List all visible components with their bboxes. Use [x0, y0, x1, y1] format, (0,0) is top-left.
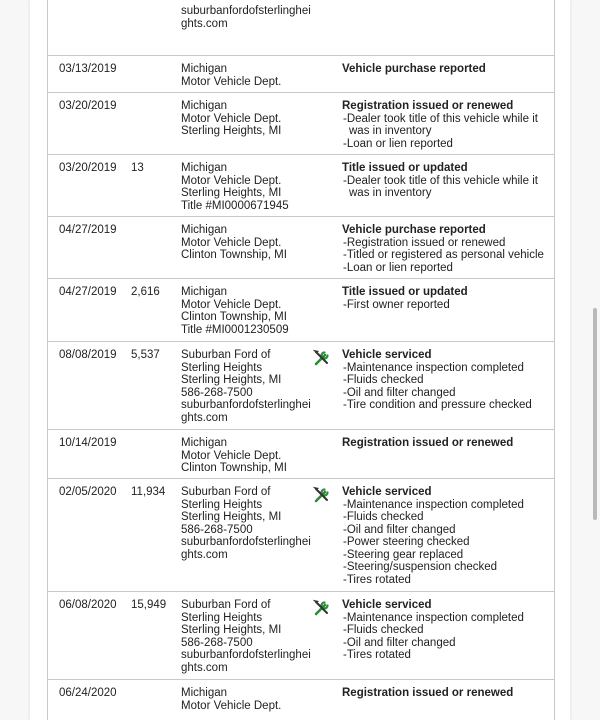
wrench-screwdriver-icon [312, 348, 332, 368]
source-line: Motor Vehicle Dept. [181, 75, 282, 88]
record-details [342, 100, 547, 150]
record-source [181, 599, 316, 674]
history-row [48, 592, 554, 680]
source-line: Sterling Heights, MI [181, 511, 282, 523]
record-source [181, 63, 316, 88]
record-detail-item: -Maintenance inspection completed [343, 611, 524, 624]
record-source [181, 100, 316, 138]
scrollbar-thumb[interactable] [593, 308, 597, 520]
source-line: Michigan [181, 162, 228, 174]
record-details [342, 162, 547, 200]
source-line: Motor Vehicle Dept. [181, 699, 282, 712]
source-line: Clinton Township, MI [181, 311, 287, 323]
record-detail-item: -Maintenance inspection completed [343, 498, 524, 511]
source-line: Michigan [181, 100, 228, 112]
record-detail-list [342, 237, 547, 275]
record-source [181, 224, 316, 262]
record-details [342, 63, 547, 76]
record-detail-item: -Tires rotated [343, 649, 411, 661]
record-detail-item: -Power steering checked [343, 536, 470, 548]
history-row [48, 0, 554, 56]
source-line: Sterling Heights, MI [181, 624, 282, 636]
history-row [48, 430, 554, 479]
record-source [181, 349, 316, 424]
history-row [48, 155, 554, 217]
record-detail-item: -Fluids checked [343, 374, 424, 386]
record-mileage: 5,537 [131, 349, 160, 361]
record-mileage: 15,949 [131, 599, 167, 611]
record-detail-item: -Oil and filter changed [343, 636, 456, 649]
source-line: 586-268-7500 [181, 523, 253, 536]
source-line: suburbanfordofsterlinghei [181, 399, 311, 411]
source-line: suburbanfordofsterlinghei [181, 5, 311, 17]
record-detail-list [342, 113, 547, 151]
source-line: Sterling Heights, MI [181, 374, 282, 386]
record-date: 02/05/2020 [59, 486, 117, 498]
source-line: Clinton Township, MI [181, 249, 287, 261]
record-event-title: Vehicle serviced [342, 349, 432, 361]
record-detail-item: -Loan or lien reported [343, 261, 453, 274]
record-detail-item: -Tire condition and pressure checked [343, 399, 532, 411]
source-line: Michigan [181, 224, 228, 236]
source-line: ghts.com [181, 548, 228, 561]
record-date: 03/20/2019 [59, 162, 117, 174]
record-detail-item: -Dealer took title of this vehicle while it was in inventory [343, 174, 538, 199]
source-line: Sterling Heights, MI [181, 125, 282, 137]
history-row [48, 279, 554, 342]
history-row [48, 479, 554, 592]
record-detail-item: -Loan or lien reported [343, 137, 453, 150]
record-detail-item: -Steering/suspension checked [343, 561, 498, 573]
record-event-title: Vehicle serviced [342, 599, 432, 611]
history-row [48, 680, 554, 720]
source-line: Title #MI0001230509 [181, 323, 289, 336]
record-mileage: 13 [131, 162, 144, 174]
record-date: 03/20/2019 [59, 100, 117, 112]
source-line: ghts.com [181, 17, 228, 30]
source-line: ghts.com [181, 661, 228, 674]
source-line: Sterling Heights [181, 498, 263, 511]
source-line: Motor Vehicle Dept. [181, 298, 282, 311]
source-line: Sterling Heights [181, 611, 263, 624]
record-details [342, 437, 547, 450]
record-detail-item: -Tires rotated [343, 573, 411, 586]
source-line: suburbanfordofsterlinghei [181, 649, 311, 661]
record-date: 04/27/2019 [59, 286, 117, 298]
record-details [342, 486, 547, 586]
record-detail-list [342, 362, 547, 412]
source-line: ghts.com [181, 411, 228, 424]
record-details [342, 687, 547, 700]
record-event-title: Registration issued or renewed [342, 687, 514, 699]
source-line: Motor Vehicle Dept. [181, 112, 282, 125]
source-line: Suburban Ford of [181, 599, 271, 611]
record-source [181, 437, 316, 475]
record-detail-list [342, 612, 547, 662]
record-mileage: 11,934 [131, 486, 166, 498]
record-date: 06/08/2020 [59, 599, 117, 611]
record-detail-item: -Fluids checked [343, 511, 424, 523]
record-date: 08/08/2019 [59, 349, 117, 361]
source-line: Motor Vehicle Dept. [181, 236, 282, 249]
record-source [181, 486, 316, 561]
source-line: Michigan [181, 437, 228, 449]
record-event-title: Vehicle purchase reported [342, 224, 486, 236]
wrench-screwdriver-icon [312, 598, 332, 618]
source-line: Sterling Heights, MI [181, 187, 282, 199]
record-details [342, 599, 547, 662]
record-event-title: Registration issued or renewed [342, 437, 514, 449]
record-detail-list [342, 175, 547, 200]
record-source [181, 5, 316, 30]
record-event-title: Title issued or updated [342, 286, 468, 298]
record-detail-item: -Titled or registered as personal vehicle [343, 249, 544, 261]
record-date: 03/13/2019 [59, 63, 117, 75]
record-detail-item: -Oil and filter changed [343, 386, 456, 399]
vehicle-history-table [47, 0, 555, 720]
history-report-sheet [30, 0, 570, 720]
record-detail-item: -Fluids checked [343, 624, 424, 636]
source-line: Suburban Ford of [181, 349, 271, 361]
record-event-title: Vehicle purchase reported [342, 63, 486, 75]
record-detail-item: -Maintenance inspection completed [343, 361, 524, 374]
source-line: Sterling Heights [181, 361, 263, 374]
record-details [342, 224, 547, 274]
source-line: Michigan [181, 63, 228, 75]
record-detail-item: -First owner reported [343, 298, 450, 311]
source-line: Suburban Ford of [181, 486, 271, 498]
history-row [48, 56, 554, 93]
source-line: Motor Vehicle Dept. [181, 174, 282, 187]
record-date: 04/27/2019 [59, 224, 117, 236]
record-date: 10/14/2019 [59, 437, 117, 449]
history-row [48, 217, 554, 279]
record-event-title: Vehicle serviced [342, 486, 432, 498]
record-source [181, 687, 316, 712]
source-line: Clinton Township, MI [181, 462, 287, 474]
record-details [342, 286, 547, 311]
record-detail-list [342, 499, 547, 587]
record-details [342, 349, 547, 412]
record-detail-item: -Registration issued or renewed [343, 236, 506, 249]
record-event-title: Title issued or updated [342, 162, 468, 174]
record-detail-item: -Oil and filter changed [343, 523, 456, 536]
source-line: Motor Vehicle Dept. [181, 449, 282, 462]
source-line: Michigan [181, 687, 228, 699]
source-line: 586-268-7500 [181, 636, 253, 649]
source-line: 586-268-7500 [181, 386, 253, 399]
wrench-screwdriver-icon [312, 485, 332, 505]
source-line: Title #MI0000671945 [181, 199, 289, 212]
record-event-title: Registration issued or renewed [342, 100, 514, 112]
history-row [48, 93, 554, 155]
record-detail-item: -Steering gear replaced [343, 548, 464, 561]
record-date: 06/24/2020 [59, 687, 117, 699]
record-source [181, 162, 316, 212]
record-mileage: 2,616 [131, 286, 160, 298]
record-detail-list [342, 299, 547, 312]
record-detail-item: -Dealer took title of this vehicle while it was in inventory [343, 112, 538, 137]
source-line: suburbanfordofsterlinghei [181, 536, 311, 548]
record-source [181, 286, 316, 336]
source-line: Michigan [181, 286, 228, 298]
history-row [48, 342, 554, 430]
